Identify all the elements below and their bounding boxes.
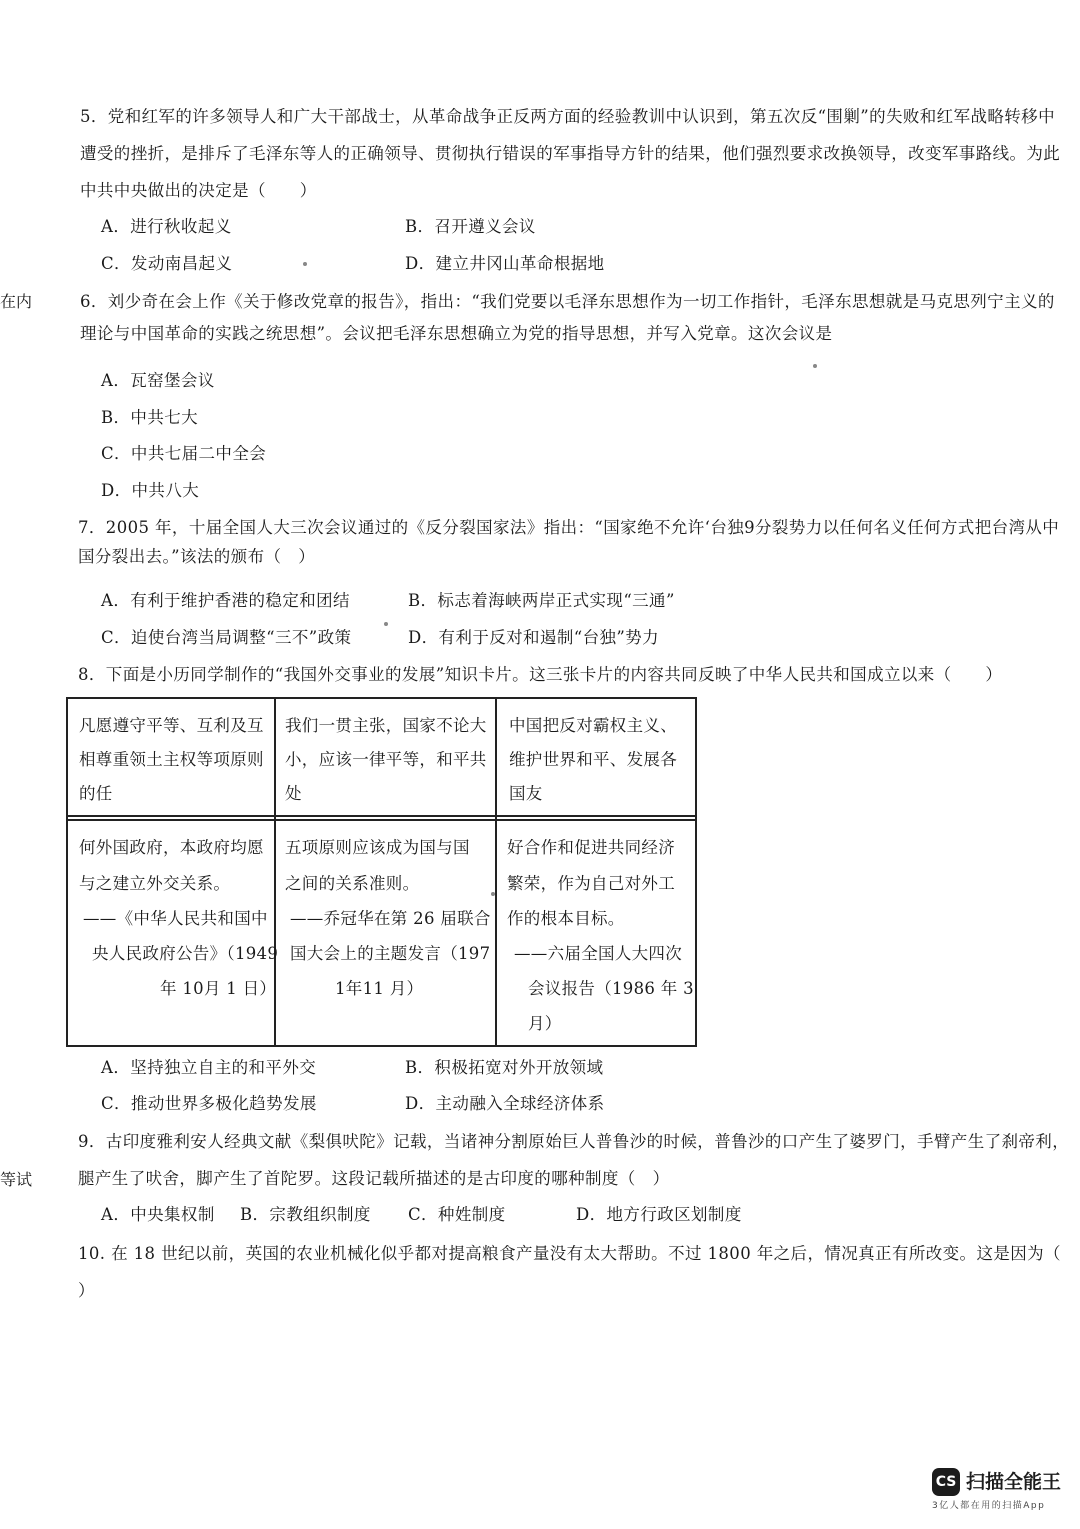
card-2-top-line: 小，应该一律平等，和平共 <box>285 750 487 769</box>
question-8-option-a: A．坚持独立自主的和平外交 <box>101 1058 317 1077</box>
card-1-bottom-line: 何外国政府，本政府均愿 <box>79 838 264 857</box>
question-9-line-1: 9．古印度雅利安人经典文献《梨俱吠陀》记载，当诸神分割原始巨人普鲁沙的时候，普鲁沙的口产生了婆罗门，手臂产生了刹帝利， <box>78 1132 1070 1151</box>
question-7-line-1: 7．2005 年，十届全国人大三次会议通过的《反分裂国家法》指出：“国家绝不允许‘台独9分裂势力以任何名义任何方式把台湾从中 <box>78 518 1060 537</box>
card-3-source-line: ——六届全国人大四次 <box>514 944 682 963</box>
question-8-option-b: B．积极拓宽对外开放领域 <box>405 1058 604 1077</box>
question-5-option-a: A．进行秋收起义 <box>101 217 232 236</box>
card-3-source-line: 会议报告（1986 年 3 <box>528 979 694 998</box>
card-2-bottom-line: 五项原则应该成为国与国 <box>285 838 470 857</box>
question-9-option-b: B．宗教组织制度 <box>240 1205 371 1224</box>
scan-speck <box>384 622 388 626</box>
question-7-option-b: B．标志着海峡两岸正式实现“三通” <box>408 591 675 610</box>
knowledge-cards-table <box>66 697 697 1047</box>
question-6-line-1: 6．刘少奇在会上作《关于修改党章的报告》，指出：“我们党要以毛泽东思想作为一切工作指针，毛泽东思想就是马克思列宁主义的 <box>80 292 1055 311</box>
table-divider <box>495 699 497 1045</box>
card-1-top-line: 的任 <box>79 784 113 803</box>
question-5-line-3: 中共中央做出的决定是（ ） <box>80 181 317 200</box>
question-6-option-a: A．瓦窑堡会议 <box>101 371 215 390</box>
question-7-line-2: 国分裂出去。”该法的颁布（ ） <box>78 547 316 566</box>
question-7-option-d: D．有利于反对和遏制“台独”势力 <box>408 628 659 647</box>
question-5-option-b: B．召开遵义会议 <box>405 217 536 236</box>
question-5-line-1: 5．党和红军的许多领导人和广大干部战士，从革命战争正反两方面的经验教训中认识到，第五次反“围剿”的失败和红军战略转移中 <box>80 107 1055 126</box>
cs-logo-icon: CS <box>932 1468 960 1496</box>
logo-tagline: 3亿人都在用的扫描App <box>932 1501 1046 1511</box>
scan-speck <box>813 364 817 368</box>
question-5-line-2: 遭受的挫折，是排斥了毛泽东等人的正确领导、贯彻执行错误的军事指导方针的结果，他们强烈要求改换领导，改变军事路线。为此 <box>80 144 1061 163</box>
question-9-option-a: A．中央集权制 <box>101 1205 215 1224</box>
question-10-line-1: 10. 在 18 世纪以前，英国的农业机械化似乎都对提高粮食产量没有太大帮助。不过 1800 年之后，情况真正有所改变。这是因为（ <box>78 1244 1061 1263</box>
scan-speck <box>491 892 495 896</box>
margin-fragment-1: 在内 <box>0 292 33 311</box>
question-9-option-c: C．种姓制度 <box>408 1205 506 1224</box>
question-5-option-c: C．发动南昌起义 <box>101 254 233 273</box>
card-2-top-line: 处 <box>285 784 302 803</box>
question-5-option-d: D．建立井冈山革命根据地 <box>405 254 605 273</box>
card-2-source-line: 1年11 月） <box>335 979 424 998</box>
question-9-option-d: D．地方行政区划制度 <box>576 1205 742 1224</box>
card-3-top-line: 中国把反对霸权主义、 <box>509 716 677 735</box>
scanner-logo <box>930 1466 1065 1516</box>
logo-name: 扫描全能王 <box>966 1471 1062 1493</box>
question-6-option-d: D．中共八大 <box>101 481 200 500</box>
card-1-source-line: ——《中华人民共和国中 <box>83 909 268 928</box>
table-divider <box>68 815 695 817</box>
card-1-top-line: 相尊重领土主权等项原则 <box>79 750 264 769</box>
card-2-bottom-line: 之间的关系准则。 <box>285 874 420 893</box>
question-7-option-a: A．有利于维护香港的稳定和团结 <box>101 591 350 610</box>
card-3-top-line: 维护世界和平、发展各 <box>509 750 677 769</box>
card-3-bottom-line: 作的根本目标。 <box>507 909 625 928</box>
scan-speck <box>303 262 307 266</box>
card-2-source-line: 国大会上的主题发言（197 <box>290 944 491 963</box>
question-9-line-2: 腿产生了吠舍，脚产生了首陀罗。这段记载所描述的是古印度的哪种制度（ ） <box>78 1169 670 1188</box>
card-2-source-line: ——乔冠华在第 26 届联合 <box>290 909 491 928</box>
card-1-top-line: 凡愿遵守平等、互利及互 <box>79 716 264 735</box>
card-3-bottom-line: 好合作和促进共同经济 <box>507 838 675 857</box>
question-7-option-c: C．迫使台湾当局调整“三不”政策 <box>101 628 352 647</box>
question-6-option-b: B．中共七大 <box>101 408 199 427</box>
card-3-bottom-line: 繁荣，作为自己对外工 <box>507 874 675 893</box>
card-1-source-line: 年 10月 1 日） <box>160 979 277 998</box>
question-6-line-2: 理论与中国革命的实践之统思想”。会议把毛泽东思想确立为党的指导思想，并写入党章。这次会议是 <box>80 324 833 343</box>
card-1-bottom-line: 与之建立外交关系。 <box>79 874 231 893</box>
card-2-top-line: 我们一贯主张，国家不论大 <box>285 716 487 735</box>
question-8-option-d: D．主动融入全球经济体系 <box>405 1094 605 1113</box>
question-8-option-c: C．推动世界多极化趋势发展 <box>101 1094 317 1113</box>
card-1-source-line: 央人民政府公告》（1949 <box>92 944 279 963</box>
table-divider <box>68 819 695 821</box>
question-8-line-1: 8．下面是小历同学制作的“我国外交事业的发展”知识卡片。这三张卡片的内容共同反映了中华人民共和国成立以来（ ） <box>78 665 1003 684</box>
card-3-top-line: 国友 <box>509 784 543 803</box>
margin-fragment-2: 等试 <box>0 1170 33 1189</box>
question-6-option-c: C．中共七届二中全会 <box>101 444 267 463</box>
card-3-source-line: 月） <box>528 1014 562 1033</box>
question-10-line-2: ） <box>78 1281 95 1300</box>
